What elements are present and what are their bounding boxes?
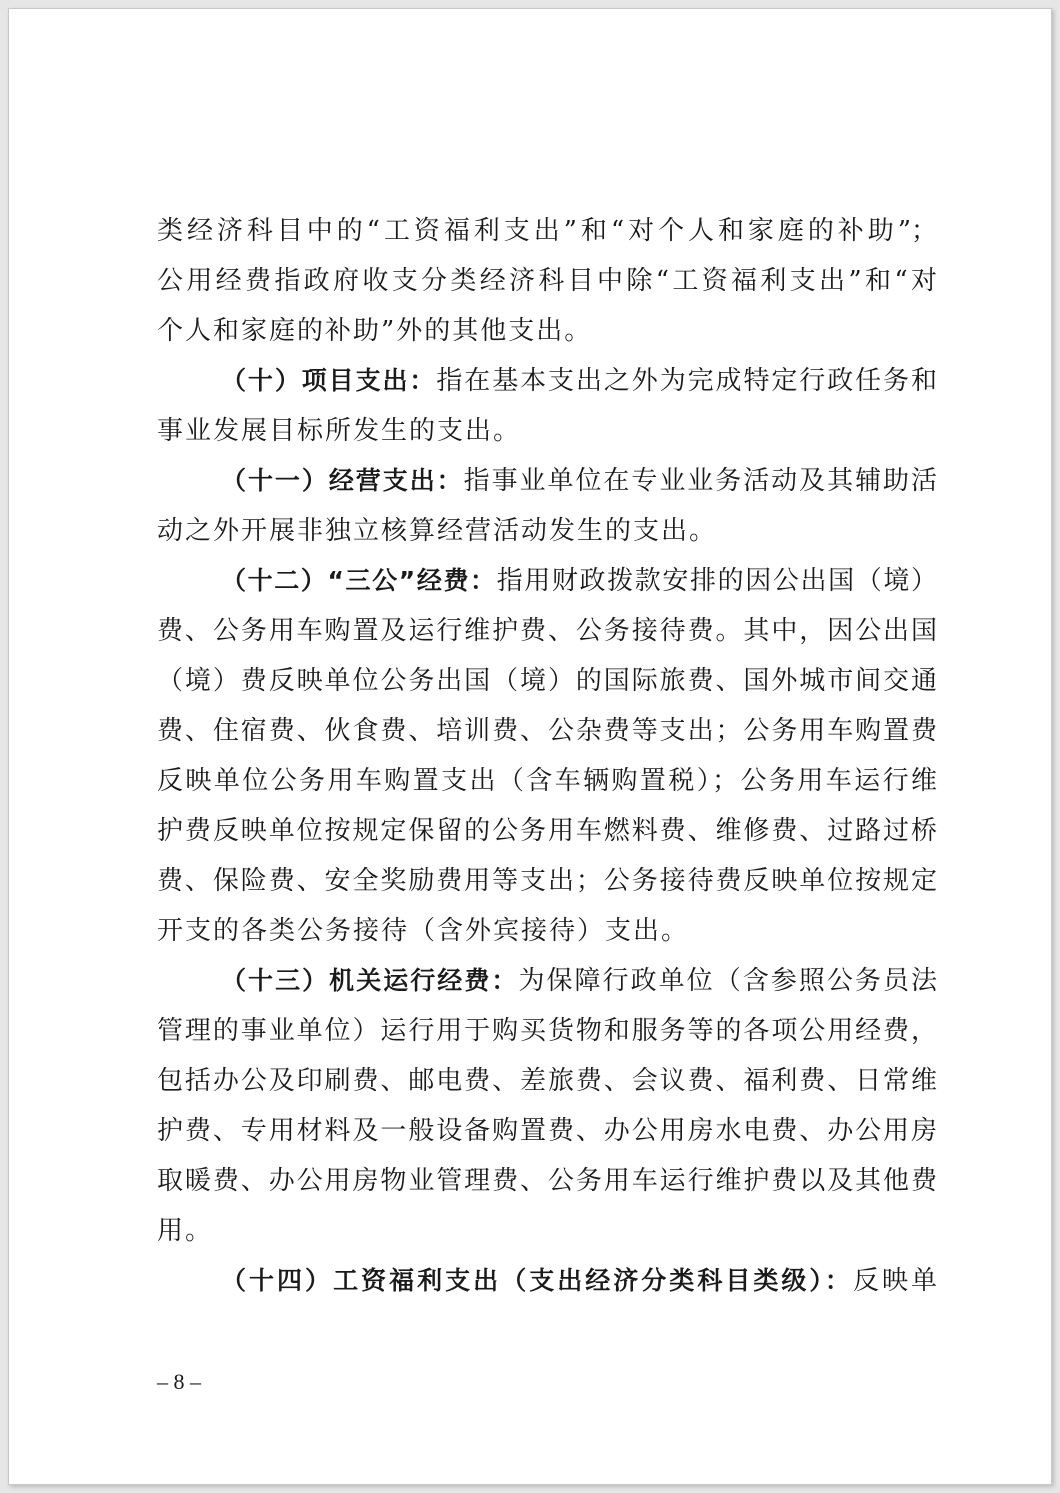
text-line: 费、公务用车购置及运行维护费、公务接待费。其中，因公出国 (157, 616, 937, 646)
text-line: 开支的各类公务接待（含外宾接待）支出。 (157, 916, 690, 946)
section-heading: （十）项目支出： (221, 366, 437, 395)
section-heading: （十四）工资福利支出（支出经济分类科目类级）： (221, 1266, 853, 1295)
section-heading-line: （十）项目支出：指在基本支出之外为完成特定行政任务和 (221, 366, 937, 396)
text-line: 个人和家庭的补助”外的其他支出。 (157, 316, 593, 346)
section-heading-line: （十一）经营支出：指事业单位在专业业务活动及其辅助活 (221, 466, 937, 496)
text-line: 事业发展目标所发生的支出。 (157, 416, 522, 446)
section-heading-line: （十三）机关运行经费：为保障行政单位（含参照公务员法 (221, 966, 937, 996)
document-page (8, 8, 1052, 1485)
section-heading-line: （十四）工资福利支出（支出经济分类科目类级）：反映单 (221, 1266, 937, 1296)
text-line: 动之外开展非独立核算经营活动发生的支出。 (157, 516, 718, 546)
text-line: 费、住宿费、伙食费、培训费、公杂费等支出；公务用车购置费 (157, 716, 937, 746)
text-line: 取暖费、办公用房物业管理费、公务用车运行维护费以及其他费 (157, 1166, 937, 1196)
page-number: – 8 – (157, 1369, 201, 1394)
text-line: 护费反映单位按规定保留的公务用车燃料费、维修费、过路过桥 (157, 816, 937, 846)
text-line: 用。 (157, 1216, 214, 1246)
text-line: 管理的事业单位）运行用于购买货物和服务等的各项公用经费， (157, 1016, 937, 1046)
text-line: 反映单位公务用车购置支出（含车辆购置税）；公务用车运行维 (157, 766, 937, 796)
section-heading: （十一）经营支出： (221, 466, 464, 495)
text-line: 类经济科目中的“工资福利支出”和“对个人和家庭的补助”； (157, 216, 937, 246)
section-heading: （十三）机关运行经费： (221, 966, 519, 995)
text-line: 费、保险费、安全奖励费用等支出；公务接待费反映单位按规定 (157, 866, 937, 896)
text-line: 包括办公及印刷费、邮电费、差旅费、会议费、福利费、日常维 (157, 1066, 937, 1096)
section-heading-line: （十二）“三公”经费：指用财政拨款安排的因公出国（境） (221, 566, 937, 596)
section-heading: （十二）“三公”经费： (221, 566, 497, 595)
text-line: 公用经费指政府收支分类经济科目中除“工资福利支出”和“对 (157, 266, 937, 296)
text-line: 护费、专用材料及一般设备购置费、办公用房水电费、办公用房 (157, 1116, 937, 1146)
text-line: （境）费反映单位公务出国（境）的国际旅费、国外城市间交通 (157, 666, 937, 696)
